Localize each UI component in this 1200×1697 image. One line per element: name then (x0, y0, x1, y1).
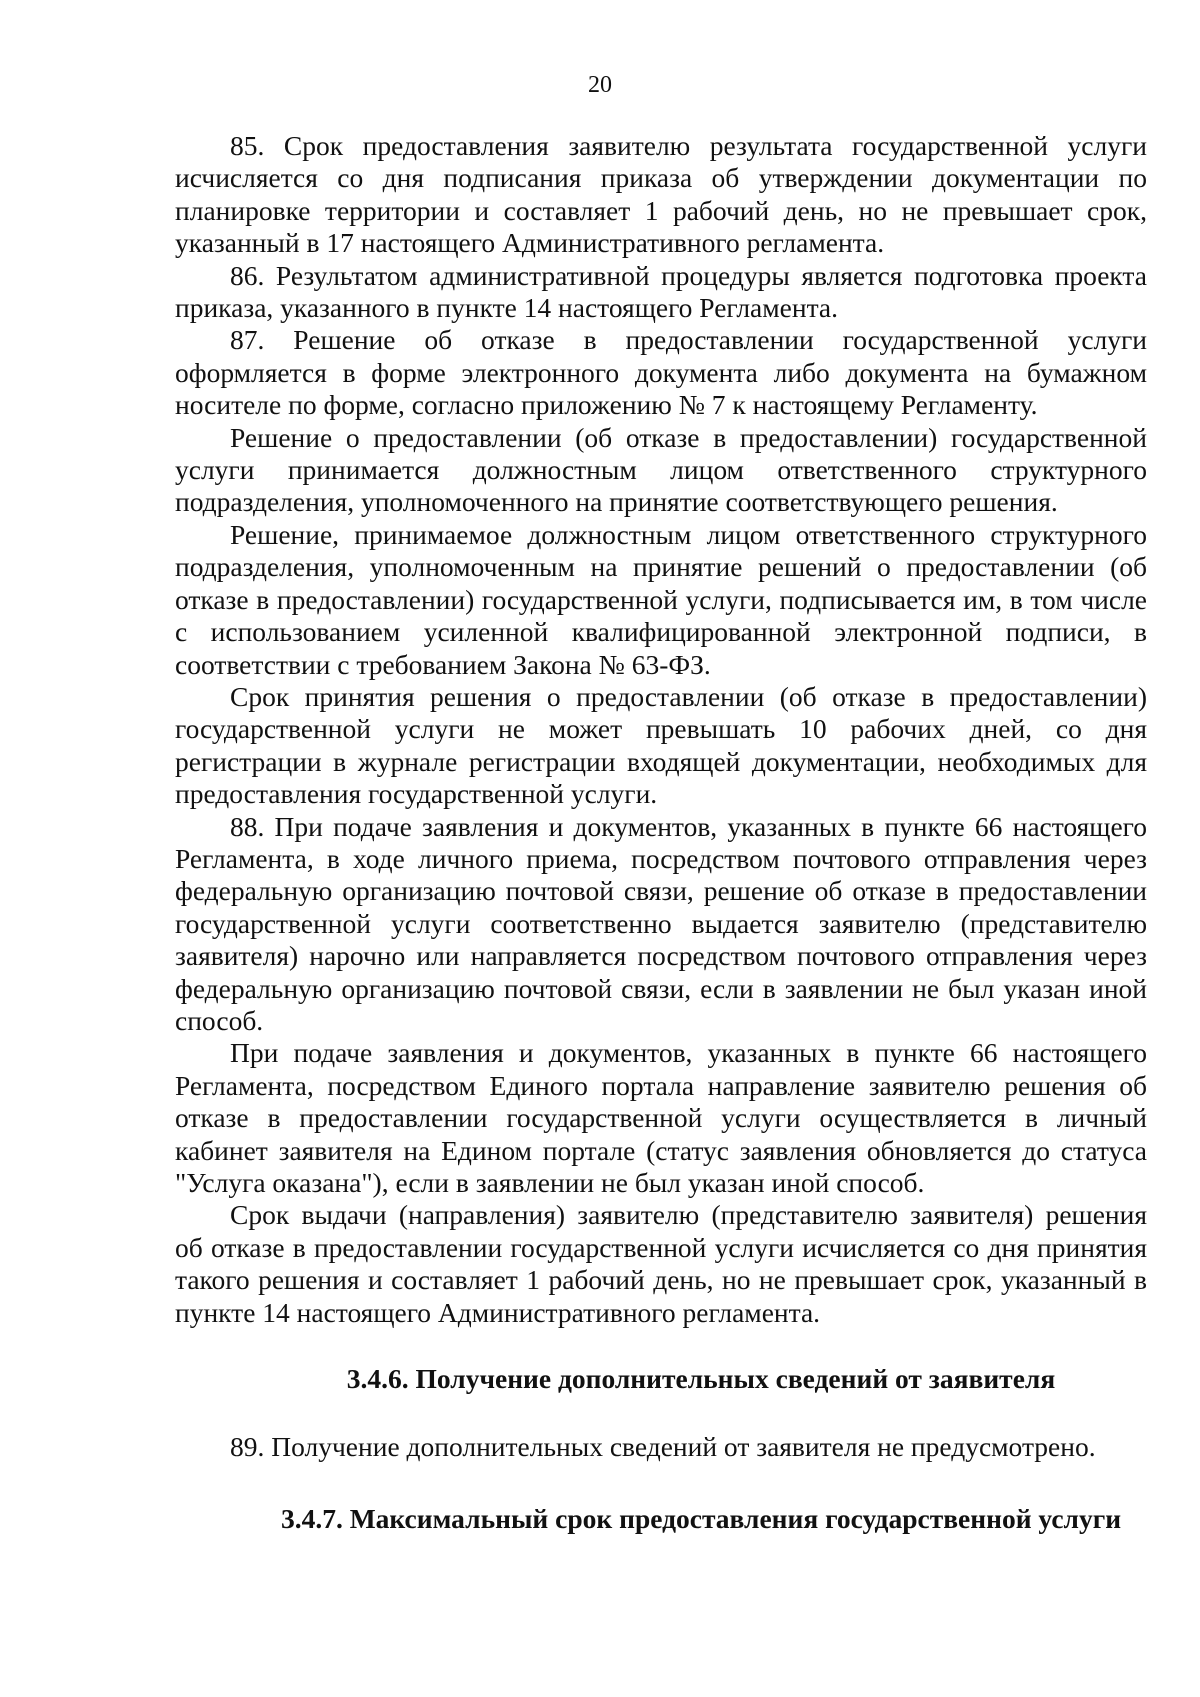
paragraph-85: 85. Срок предоставления заявителю результата государственной услуги исчисляется со дня подписания приказа об утверждении документации по планировке территории и составляет 1 рабочий день, но не превышает срок, указанный в 17 настоящего Административного регламента. (175, 130, 1147, 259)
paragraph-89: 89. Получение дополнительных сведений от заявителя не предусмотрено. (230, 1431, 1096, 1463)
paragraph-87-deadline: Срок принятия решения о предоставлении (об отказе в предоставлении) государственной услуги не может превышать 10 рабочих дней, со дня регистрации в журнале регистрации входящей документации, необходимых для предоставления государственной услуги. (175, 680, 1147, 810)
paragraph-86: 86. Результатом административной процедуры является подготовка проекта приказа, указанного в пункте 14 настоящего Регламента. (175, 259, 1147, 324)
section-heading-3-4-7: 3.4.7. Максимальный срок предоставления государственной услуги (280, 1503, 1122, 1535)
paragraph-88-issue-term: Срок выдачи (направления) заявителю (представителю заявителя) решения об отказе в предоставлении государственной услуги исчисляется со дня принятия такого решения и составляет 1 рабочий день, но не превышает срок, указанный в пункте 14 настоящего Административного регламента. (175, 1199, 1147, 1328)
paragraph-87: 87. Решение об отказе в предоставлении государственной услуги оформляется в форме электронного документа либо документа на бумажном носителе по форме, согласно приложению № 7 к настоящему Регламенту. (175, 324, 1147, 421)
paragraph-87-decision: Решение о предоставлении (об отказе в предоставлении) государственной услуги принимается должностным лицом ответственного структурного подразделения, уполномоченного на принятие соответствующего решения. (175, 421, 1147, 518)
document-body (175, 130, 1147, 1535)
paragraph-88: 88. При подаче заявления и документов, указанных в пункте 66 настоящего Регламента, в ходе личного приема, посредством почтового отправления через федеральную организацию почтовой связи, решение об отказе в предоставлении государственной услуги соответственно выдается заявителю (представителю заявителя) нарочно или направляется посредством почтового отправления через федеральную организацию почтовой связи, если в заявлении не был указан иной способ. (175, 810, 1147, 1036)
page-number: 20 (588, 72, 612, 98)
paragraph-87-signing: Решение, принимаемое должностным лицом ответственного структурного подразделения, уполномоченным на принятие решений о предоставлении (об отказе в предоставлении) государственной услуги, подписывается им, в том числе с использованием усиленной квалифицированной электронной подписи, в соответствии с требованием Закона № 63-ФЗ. (175, 518, 1147, 680)
section-heading-3-4-6: 3.4.6. Получение дополнительных сведений от заявителя (346, 1363, 1056, 1395)
paragraph-88-portal: При подаче заявления и документов, указанных в пункте 66 настоящего Регламента, посредством Единого портала направление заявителю решения об отказе в предоставлении государственной услуги осуществляется в личный кабинет заявителя на Едином портале (статус заявления обновляется до статуса "Услуга оказана"), если в заявлении не был указан иной способ. (175, 1037, 1147, 1198)
